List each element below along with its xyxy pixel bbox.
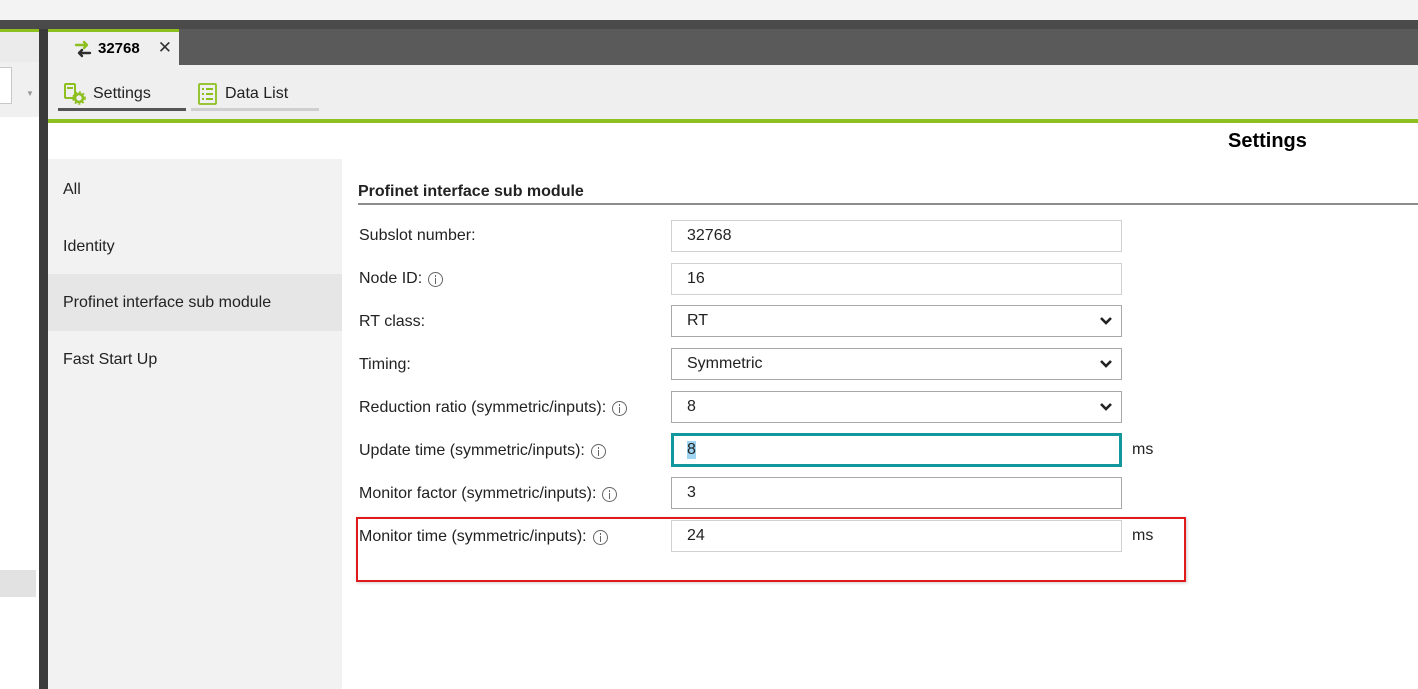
monitor-time-unit: ms <box>1132 527 1154 544</box>
chevron-down-icon <box>1100 402 1112 412</box>
monitor-factor-value: 3 <box>687 484 696 501</box>
document-tab[interactable] <box>48 29 179 65</box>
subslot-number-field[interactable] <box>671 220 1122 252</box>
rt-class-value: RT <box>687 312 709 329</box>
chevron-down-icon <box>1100 359 1112 369</box>
left-panel-dropdown-icon[interactable]: ▼ <box>26 89 34 98</box>
swap-arrows-icon <box>74 40 92 58</box>
rt-class-label-text: RT class: <box>359 313 426 330</box>
reduction-ratio-label <box>359 397 627 419</box>
update-time-value: 8 <box>687 441 696 458</box>
left-panel-selected-row[interactable] <box>0 570 36 597</box>
node-id-label <box>359 268 443 290</box>
chevron-down-icon <box>1100 316 1112 326</box>
document-tab-bar <box>48 29 1418 65</box>
accent-bar <box>48 119 1418 123</box>
panel-splitter[interactable] <box>39 29 48 689</box>
settings-gear-icon <box>64 83 86 105</box>
reduction-ratio-label-text: Reduction ratio (symmetric/inputs): <box>359 399 607 416</box>
subtab-bar <box>48 65 1418 119</box>
list-icon <box>198 83 218 105</box>
highlight-box <box>356 517 1186 582</box>
reduction-ratio-select[interactable] <box>671 391 1122 423</box>
info-icon[interactable] <box>612 401 627 416</box>
update-time-label <box>359 440 606 462</box>
subslot-number-label <box>359 225 476 247</box>
close-icon[interactable]: ✕ <box>157 38 172 57</box>
reduction-ratio-value: 8 <box>687 398 696 415</box>
window-top-bar <box>0 20 1418 29</box>
nav-item-identity[interactable]: Identity <box>63 237 115 255</box>
monitor-factor-label <box>359 483 617 505</box>
subslot-number-label-text: Subslot number: <box>359 227 476 244</box>
page-title: Settings <box>1228 130 1307 152</box>
monitor-factor-field[interactable] <box>671 477 1122 509</box>
window-top-strip <box>0 0 1418 20</box>
info-icon[interactable] <box>591 444 606 459</box>
node-id-label-text: Node ID: <box>359 270 423 287</box>
subslot-number-value: 32768 <box>687 227 732 244</box>
nav-item-fast-start-up[interactable]: Fast Start Up <box>63 350 158 368</box>
tab-settings[interactable] <box>58 79 186 111</box>
update-time-label-text: Update time (symmetric/inputs): <box>359 442 585 459</box>
rt-class-label <box>359 311 425 333</box>
editor <box>48 29 1418 689</box>
timing-label <box>359 354 411 376</box>
left-panel-search-input[interactable] <box>0 67 12 104</box>
monitor-time-value: 24 <box>687 527 705 544</box>
tab-data-list-label: Data List <box>225 84 289 102</box>
section-title: Profinet interface sub module <box>358 183 584 200</box>
node-id-field[interactable] <box>671 263 1122 295</box>
monitor-time-label-text: Monitor time (symmetric/inputs): <box>359 528 587 545</box>
nav-item-all[interactable]: All <box>63 180 81 198</box>
node-id-value: 16 <box>687 270 705 287</box>
info-icon[interactable] <box>428 272 443 287</box>
left-panel-body <box>0 117 39 689</box>
nav-item-profinet-interface-sub-module[interactable]: Profinet interface sub module <box>48 274 342 331</box>
left-panel <box>0 29 39 689</box>
monitor-factor-label-text: Monitor factor (symmetric/inputs): <box>359 485 597 502</box>
tab-data-list[interactable] <box>191 79 319 111</box>
section-divider <box>358 203 1418 205</box>
timing-select[interactable] <box>671 348 1122 380</box>
update-time-unit: ms <box>1132 441 1154 458</box>
document-tab-label: 32768 <box>98 40 140 57</box>
tab-settings-label: Settings <box>93 84 151 102</box>
info-icon[interactable] <box>602 487 617 502</box>
update-time-field[interactable] <box>671 433 1122 467</box>
rt-class-select[interactable] <box>671 305 1122 337</box>
settings-nav <box>48 159 342 689</box>
timing-label-text: Timing: <box>359 356 411 373</box>
timing-value: Symmetric <box>687 355 763 372</box>
left-panel-toolbar <box>0 32 39 62</box>
